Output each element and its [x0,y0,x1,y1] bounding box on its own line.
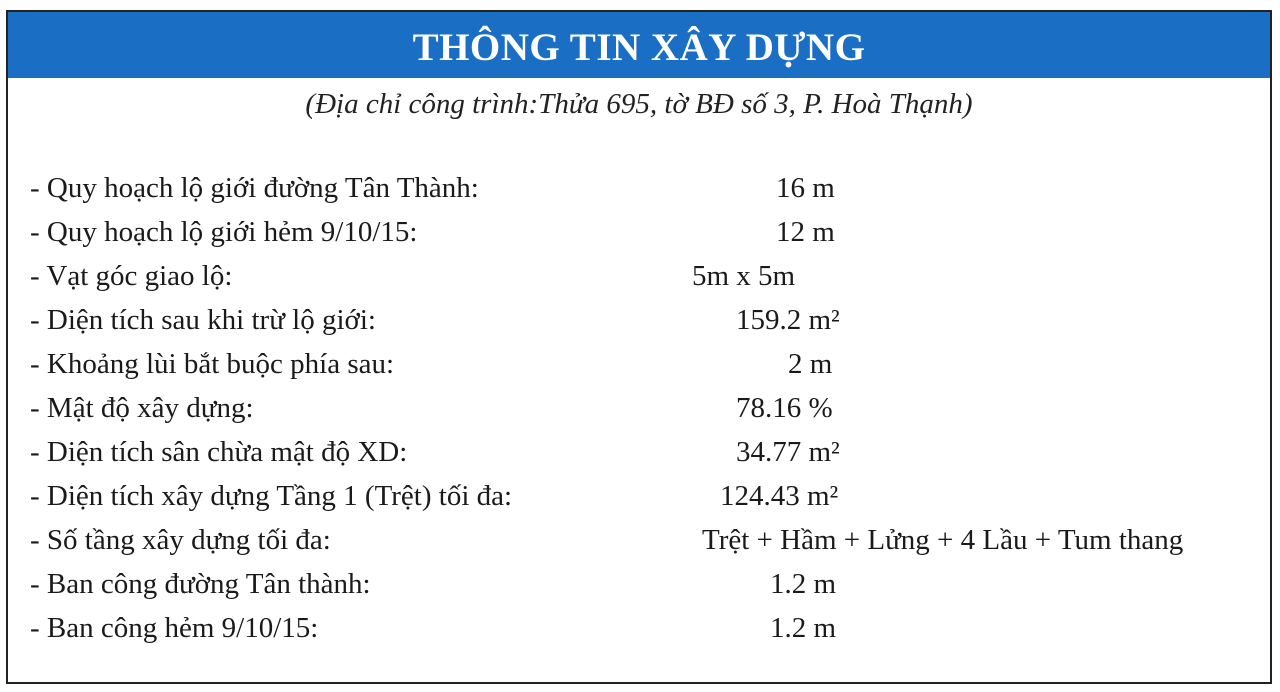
row-label: - Số tầng xây dựng tối đa: [30,524,331,556]
row-balcony-road [8,562,1270,606]
row-value: 159.2 m² [736,304,840,336]
row-label: - Mật độ xây dựng: [30,392,254,424]
row-balcony-alley [8,606,1270,650]
row-value: 12 m [776,216,835,248]
address-subtitle: (Địa chỉ công trình:Thửa 695, tờ BĐ số 3, P. Hoà Thạnh) [305,88,973,120]
row-value: 2 m [788,348,833,380]
row-road-boundary [8,166,1270,210]
row-label: - Diện tích xây dựng Tầng 1 (Trệt) tối đa: [30,480,513,512]
row-value: 34.77 m² [736,436,840,468]
row-ground-floor-area [8,474,1270,518]
row-value: 78.16 % [736,392,833,424]
row-label: - Quy hoạch lộ giới đường Tân Thành: [30,172,479,204]
row-value: 124.43 m² [720,480,839,512]
row-label: - Vạt góc giao lộ: [30,260,233,292]
row-value: 5m x 5m [692,260,796,292]
row-label: - Quy hoạch lộ giới hẻm 9/10/15: [30,216,418,248]
row-label: - Khoảng lùi bắt buộc phía sau: [30,348,395,380]
row-alley-boundary [8,210,1270,254]
row-label: - Diện tích sân chừa mật độ XD: [30,436,408,468]
row-corner-cut [8,254,1270,298]
header-banner [8,12,1270,78]
row-value: 1.2 m [770,612,837,644]
row-max-floors [8,518,1270,562]
row-rear-setback [8,342,1270,386]
row-value: 1.2 m [770,568,837,600]
row-density [8,386,1270,430]
row-label: - Ban công đường Tân thành: [30,568,371,600]
row-label: - Ban công hẻm 9/10/15: [30,612,319,644]
row-net-area [8,298,1270,342]
row-yard-area [8,430,1270,474]
page-title: THÔNG TIN XÂY DỰNG [412,25,866,69]
row-label: - Diện tích sau khi trừ lộ giới: [30,304,376,336]
info-panel [6,10,1272,684]
row-value: 16 m [776,172,835,204]
row-value: Trệt + Hầm + Lửng + 4 Lầu + Tum thang [702,524,1184,556]
